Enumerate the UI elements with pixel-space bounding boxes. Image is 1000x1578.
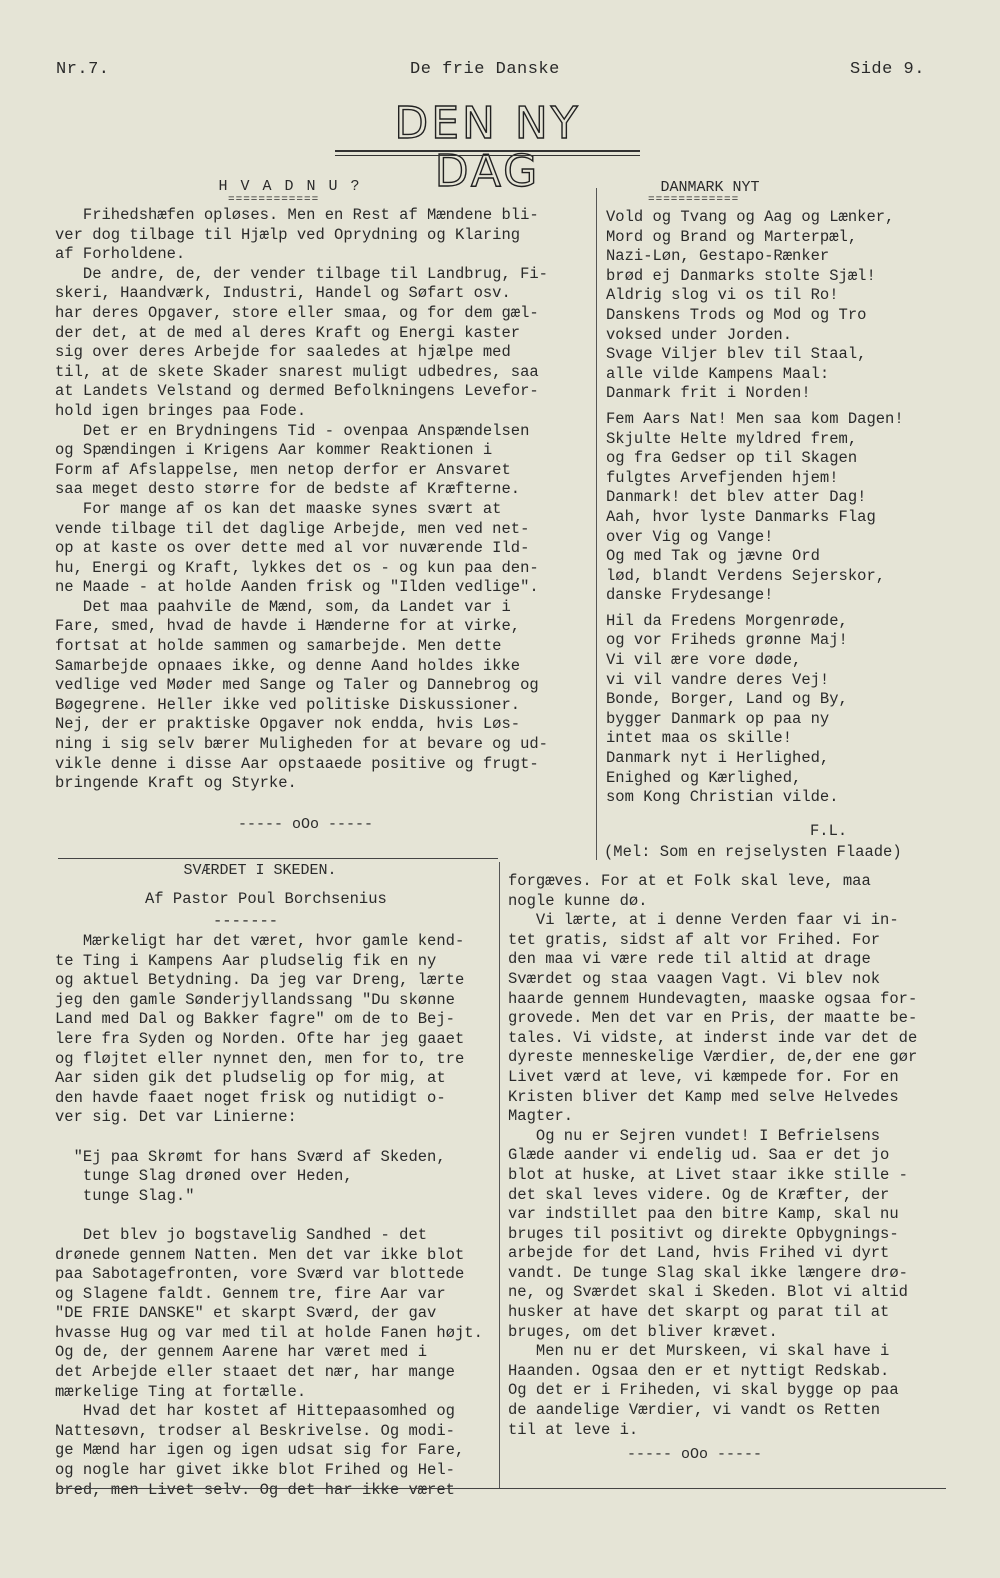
poem-line: og vor Friheds grønne Maj! xyxy=(606,631,848,650)
poem-line: Mord og Brand og Marterpæl, xyxy=(606,227,858,246)
text-line: var indstillet paa den bitre Kamp, skal nu xyxy=(508,1205,899,1224)
text-line: Fare, smed, hvad de havde i Hænderne for at virke, xyxy=(55,617,521,636)
poem-line: over Vig og Vange! xyxy=(606,527,774,546)
text-line: Men nu er det Murskeen, vi skal have i xyxy=(508,1342,890,1361)
text-line: Og nu er Sejren vundet! I Befrielsens xyxy=(508,1126,881,1145)
text-line: og Spændingen i Krigens Aar kommer Reaktionen i xyxy=(55,441,493,460)
text-line: vandt. De tunge Slag skal ikke længere drø- xyxy=(508,1263,908,1282)
poem-line: fulgtes Arvefjenden hjem! xyxy=(606,468,839,487)
text-line: vikle denne i disse Aar opstaaede positive og frugt- xyxy=(55,754,539,773)
poem-line: Danmark! det blev atter Dag! xyxy=(606,488,867,507)
text-line: og Slagene faldt. Gennem tre, fire Aar var xyxy=(55,1284,446,1303)
text-line: Aar siden gik det pludselig op for mig, at xyxy=(55,1069,446,1088)
poem-line: voksed under Jorden. xyxy=(606,325,793,344)
text-line xyxy=(55,1128,483,1148)
text-line: Det er en Brydningens Tid - ovenpaa Anspændelsen xyxy=(55,421,530,440)
text-line: hvasse Hug og var med til at holde Fanen højt. xyxy=(55,1323,483,1342)
text-line: Og det er i Friheden, vi skal bygge op paa xyxy=(508,1381,899,1400)
article-body-hvad-nu xyxy=(55,206,548,794)
article-author: Af Pastor Poul Borchsenius xyxy=(145,890,387,908)
text-line: te Ting i Kampens Aar pludselig fik en ny xyxy=(55,951,437,970)
article-title-hvad-nu: H V A D N U ? xyxy=(218,178,362,195)
text-line: det Arbejde eller staaet det nær, har mange xyxy=(55,1363,455,1382)
text-line: Mærkeligt har det været, hvor gamle kend- xyxy=(55,932,465,950)
text-line: "DE FRIE DANSKE" et skarpt Sværd, der gav xyxy=(55,1304,437,1323)
text-line: at Landets Velstand og dermed Befolkningens Levefor- xyxy=(55,382,539,401)
article-separator: ----- oOo ----- xyxy=(627,1446,763,1463)
poem-line: Bonde, Borger, Land og By, xyxy=(606,690,848,709)
text-line: til at leve i. xyxy=(508,1420,639,1439)
text-line: saa meget desto større for de bedste af Kræfterne. xyxy=(55,480,521,499)
text-line: ne Maade - at holde Aanden frisk og "Ilden vedlige". xyxy=(55,578,539,597)
text-line: ning i sig selv bærer Muligheden for at bevare og ud- xyxy=(55,735,548,754)
text-line: husker at have det skarpt og parat til at xyxy=(508,1303,890,1322)
column-divider xyxy=(499,862,500,1488)
poem-line: danske Frydesange! xyxy=(606,586,774,605)
section-divider xyxy=(58,858,498,859)
text-line: bruges, om det bliver krævet. xyxy=(508,1322,778,1341)
author-dashes: ------- xyxy=(213,912,279,930)
text-line: De andre, de, der vender tilbage til Landbrug, Fi- xyxy=(55,264,548,283)
text-line: Land med Dal og Bakker fagre" om de to Bej- xyxy=(55,1010,455,1029)
poem-line: Danmark frit i Norden! xyxy=(606,384,811,403)
poem-melody: (Mel: Som en rejselysten Flaade) xyxy=(604,843,902,861)
text-line: Hvad det har kostet af Hittepaasomhed og xyxy=(55,1402,455,1421)
text-line: Det blev jo bogstavelig Sandhed - det xyxy=(55,1225,428,1244)
text-line: tunge Slag." xyxy=(55,1186,195,1205)
text-line xyxy=(55,1206,483,1226)
text-line: Form af Afslappelse, men netop derfor er Ansvaret xyxy=(55,460,511,479)
text-line: de aandelige Værdier, vi vandt os Retten xyxy=(508,1401,881,1420)
text-line: Glæde aander vi endelig ud. Saa er det jo xyxy=(508,1146,890,1165)
text-line: skeri, Haandværk, Industri, Handel og Søfart osv. xyxy=(55,284,511,303)
text-line: haarde gennem Hundevagten, maaske ogsaa for- xyxy=(508,989,918,1008)
text-line: lere fra Syden og Norden. Ofte har jeg gaaet xyxy=(55,1029,465,1048)
poem-line: Danmark nyt i Herlighed, xyxy=(606,749,830,768)
poem-body xyxy=(606,208,904,814)
text-line: bringende Kraft og Styrke. xyxy=(55,774,297,793)
poem-line: Vi vil ære vore døde, xyxy=(606,651,802,670)
text-line: den havde faaet noget frisk og nutidigt o- xyxy=(55,1088,446,1107)
text-line: Haanden. Ogsaa den er et nyttigt Redskab. xyxy=(508,1361,890,1380)
text-line: Vi lærte, at i denne Verden faar vi in- xyxy=(508,911,899,930)
text-line: jeg den gamle Sønderjyllandssang "Du skønne xyxy=(55,990,455,1009)
poem-stanza xyxy=(606,208,904,404)
text-line: og aktuel Betydning. Da jeg var Dreng, lærte xyxy=(55,971,465,990)
poem-line: bygger Danmark op paa ny xyxy=(606,709,830,728)
masthead-underline xyxy=(335,155,640,156)
text-line: paa Sabotagefronten, vore Sværd var blottede xyxy=(55,1265,465,1284)
text-line: Nej, der er praktiske Opgaver nok endda, hvis Løs- xyxy=(55,715,521,734)
page-bottom-rule xyxy=(56,1488,946,1489)
text-line: tet gratis, sidst af alt vor Frihed. For xyxy=(508,930,881,949)
text-line: og nogle har givet ikke blot Frihed og Hel- xyxy=(55,1461,455,1480)
poem-line: Hil da Fredens Morgenrøde, xyxy=(606,611,848,630)
text-line: bruges til positivt og direkte Opbygnings- xyxy=(508,1224,899,1243)
text-line: ver sig. Det var Linierne: xyxy=(55,1108,297,1127)
text-line: af Forholdene. xyxy=(55,245,186,264)
publication-name: De frie Danske xyxy=(410,60,560,79)
text-line: der det, at de med al deres Kraft og Energi kaster xyxy=(55,323,521,342)
text-line: Det maa paahvile de Mænd, som, da Landet var i xyxy=(55,597,511,616)
poem-line: alle vilde Kampens Maal: xyxy=(606,364,830,383)
title-underline: ============ xyxy=(228,194,320,206)
text-line: dyreste menneskelige Værdier, de,der ene gør xyxy=(508,1048,918,1067)
text-line: vende tilbage til det daglige Arbejde, men ved net- xyxy=(55,519,530,538)
text-line: grovede. Men det var en Pris, der maatte be- xyxy=(508,1009,918,1028)
text-line: mærkelige Ting at fortælle. xyxy=(55,1382,307,1401)
text-line: fortsat at holde sammen og samarbejde. Men dette xyxy=(55,637,502,656)
poem-stanza xyxy=(606,410,904,606)
text-line: vedlige ved Møder med Sange og Taler og Dannebrog og xyxy=(55,676,539,695)
text-line: Kristen bliver det Kamp med selve Helvedes xyxy=(508,1087,899,1106)
text-line: ge Mænd har igen og igen udsat sig for Fare, xyxy=(55,1441,465,1460)
text-line: Bøgegrene. Heller ikke ved politiske Diskussioner. xyxy=(55,695,521,714)
text-line: til, at de skete Skader snarest muligt udbedres, saa xyxy=(55,362,539,381)
text-line: Og de, der gennem Aarene har været med i xyxy=(55,1343,428,1362)
text-line: hold igen bringes paa Fode. xyxy=(55,401,307,420)
text-line: drønede gennem Natten. Men det var ikke blot xyxy=(55,1245,465,1264)
poem-line: og fra Gedser op til Skagen xyxy=(606,449,858,468)
text-line: tales. Vi vidste, at inderst inde var det de xyxy=(508,1028,918,1047)
poem-line: Fem Aars Nat! Men saa kom Dagen! xyxy=(606,409,904,428)
poem-signature: F.L. xyxy=(810,822,848,840)
issue-number: Nr.7. xyxy=(56,60,110,79)
poem-stanza xyxy=(606,612,904,808)
text-line: "Ej paa Skrømt for hans Sværd af Skeden, xyxy=(55,1147,446,1166)
poem-line: som Kong Christian vilde. xyxy=(606,788,839,807)
text-line: tunge Slag drøned over Heden, xyxy=(55,1167,353,1186)
text-line: har deres Opgaver, store eller smaa, og for dem gæl- xyxy=(55,303,539,322)
text-line: det skal leves videre. Og de Kræfter, der xyxy=(508,1185,890,1204)
text-line: forgæves. For at et Folk skal leve, maa xyxy=(508,872,871,890)
poem-line: Svage Viljer blev til Staal, xyxy=(606,345,867,364)
column-divider xyxy=(596,188,597,860)
text-line: Nattesøvn, trodser al Beskrivelse. Og modi- xyxy=(55,1421,455,1440)
poem-title-danmark-nyt: DANMARK NYT xyxy=(660,179,760,196)
article-body-svaerdet-left xyxy=(55,932,483,1500)
article-body-svaerdet-right xyxy=(508,872,917,1440)
text-line: hu, Energi og Kraft, lykkes det os - og kun paa den- xyxy=(55,558,539,577)
text-line: Livet værd at leve, vi kæmpede for. For en xyxy=(508,1067,899,1086)
poem-line: brød ej Danmarks stolte Sjæl! xyxy=(606,266,876,285)
text-line: Magter. xyxy=(508,1107,574,1126)
text-line: bred, men Livet selv. Og det har ikke været xyxy=(55,1480,455,1499)
masthead-title: DEN NY DAG xyxy=(394,98,581,197)
text-line: arbejde for det Land, hvis Frihed vi dyrt xyxy=(508,1244,890,1263)
title-underline: ============ xyxy=(648,194,740,206)
poem-line: Enighed og Kærlighed, xyxy=(606,768,802,787)
text-line: blot at huske, at Livet staar ikke stille - xyxy=(508,1165,908,1184)
text-line: og fløjtet eller nynnet den, men for to, tre xyxy=(55,1049,465,1068)
poem-line: vi vil vandre deres Vej! xyxy=(606,670,830,689)
poem-line: Vold og Tvang og Aag og Lænker, xyxy=(606,208,895,226)
poem-line: Skjulte Helte myldred frem, xyxy=(606,429,858,448)
poem-line: Aah, hvor lyste Danmarks Flag xyxy=(606,507,876,526)
text-line: den maa vi være rede til altid at drage xyxy=(508,950,871,969)
article-title-svaerdet: SVÆRDET I SKEDEN. xyxy=(183,862,337,879)
text-line: sig over deres Arbejde for saaledes at hjælpe med xyxy=(55,343,511,362)
text-line: Samarbejde opnaaes ikke, og denne Aand holdes ikke xyxy=(55,656,521,675)
poem-line: Og med Tak og jævne Ord xyxy=(606,547,820,566)
poem-line: Danskens Trods og Mod og Tro xyxy=(606,305,867,324)
text-line: op at kaste os over dette med al vor nuværende Ild- xyxy=(55,539,530,558)
article-separator: ----- oOo ----- xyxy=(238,816,374,833)
text-line: nogle kunne dø. xyxy=(508,891,648,910)
poem-line: Aldrig slog vi os til Ro! xyxy=(606,286,839,305)
masthead xyxy=(335,98,640,197)
text-line: ne, og Sværdet skal i Skeden. Blot vi altid xyxy=(508,1283,908,1302)
text-line: For mange af os kan det maaske synes svært at xyxy=(55,499,502,518)
page-number: Side 9. xyxy=(850,60,925,79)
poem-line: Nazi-Løn, Gestapo-Rænker xyxy=(606,247,830,266)
text-line: ver dog tilbage til Hjælp ved Oprydning og Klaring xyxy=(55,225,521,244)
poem-line: intet maa os skille! xyxy=(606,729,793,748)
text-line: Frihedshæfen opløses. Men en Rest af Mændene bli- xyxy=(55,206,539,224)
poem-line: lød, blandt Verdens Sejerskor, xyxy=(606,566,886,585)
text-line: Sværdet og staa vaagen Vagt. Vi blev nok xyxy=(508,969,881,988)
